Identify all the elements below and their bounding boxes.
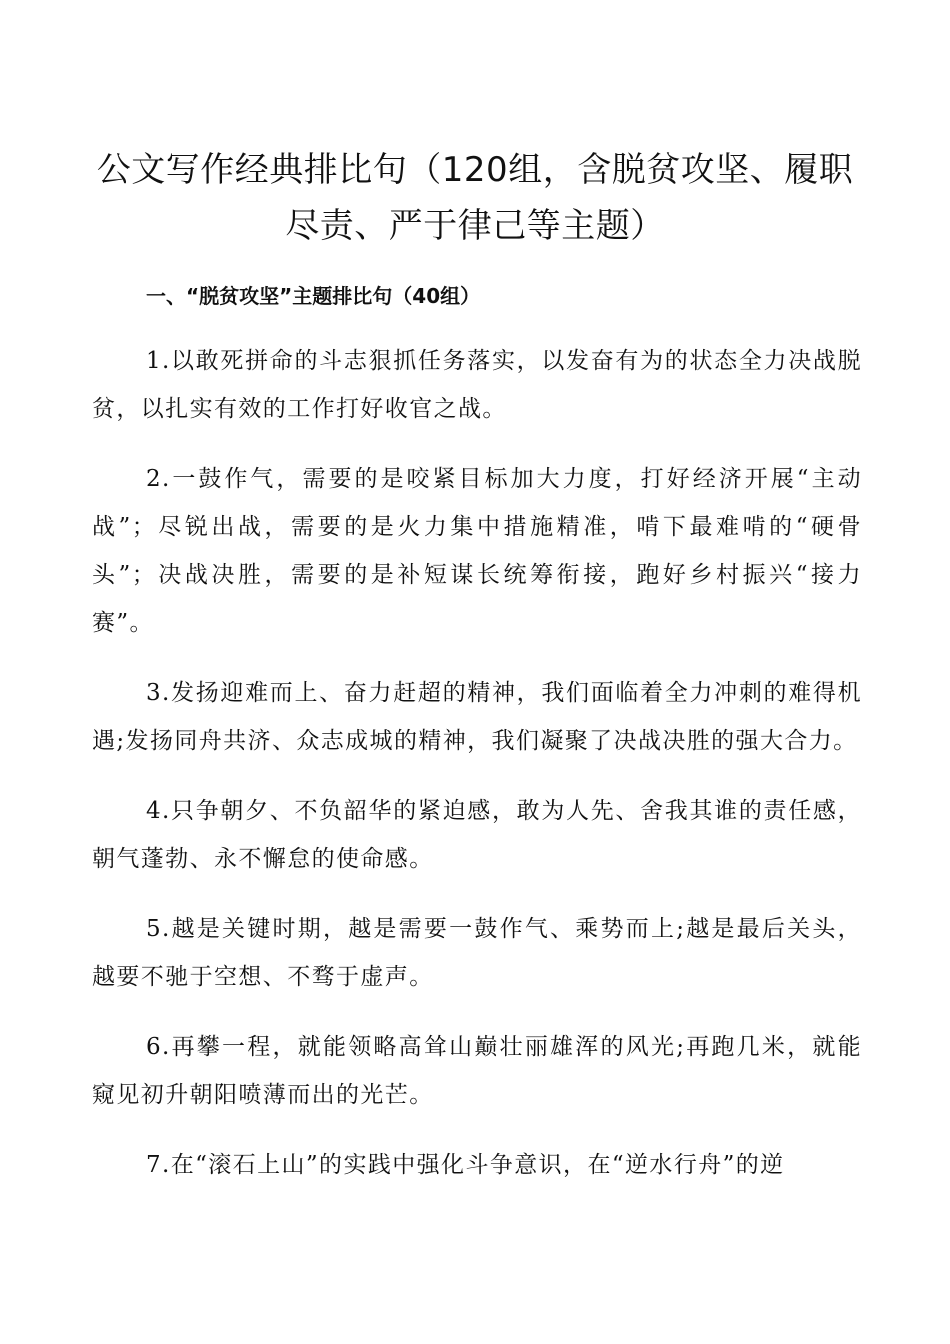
document-body (92, 337, 862, 1211)
paragraph-3: 3.发扬迎难而上、奋力赶超的精神，我们面临着全力冲刺的难得机遇;发扬同舟共济、众志成城的精神，我们凝聚了决战决胜的强大合力。 (92, 680, 862, 754)
section-heading: 一、“脱贫攻坚”主题排比句（40组） (146, 284, 481, 308)
paragraph-1: 1.以敢死拼命的斗志狠抓任务落实，以发奋有为的状态全力决战脱贫，以扎实有效的工作打好收官之战。 (92, 348, 862, 422)
paragraph-2: 2.一鼓作气，需要的是咬紧目标加大力度，打好经济开展“主动战”；尽锐出战，需要的是火力集中措施精准，啃下最难啃的“硬骨头”；决战决胜，需要的是补短谋长统筹衔接，跑好乡村振兴“接力赛”。 (92, 466, 862, 636)
paragraph-6: 6.再攀一程，就能领略高耸山巅壮丽雄浑的风光;再跑几米，就能窥见初升朝阳喷薄而出的光芒。 (92, 1034, 862, 1108)
paragraph-5: 5.越是关键时期，越是需要一鼓作气、乘势而上;越是最后关头，越要不驰于空想、不骛于虚声。 (92, 916, 862, 990)
paragraph-4: 4.只争朝夕、不负韶华的紧迫感，敢为人先、舍我其谁的责任感，朝气蓬勃、永不懈怠的使命感。 (92, 798, 862, 872)
document-title: 公文写作经典排比句（120组，含脱贫攻坚、履职尽责、严于律己等主题） (96, 150, 854, 246)
paragraph-7: 7.在“滚石上山”的实践中强化斗争意识，在“逆水行舟”的逆 (146, 1152, 785, 1178)
